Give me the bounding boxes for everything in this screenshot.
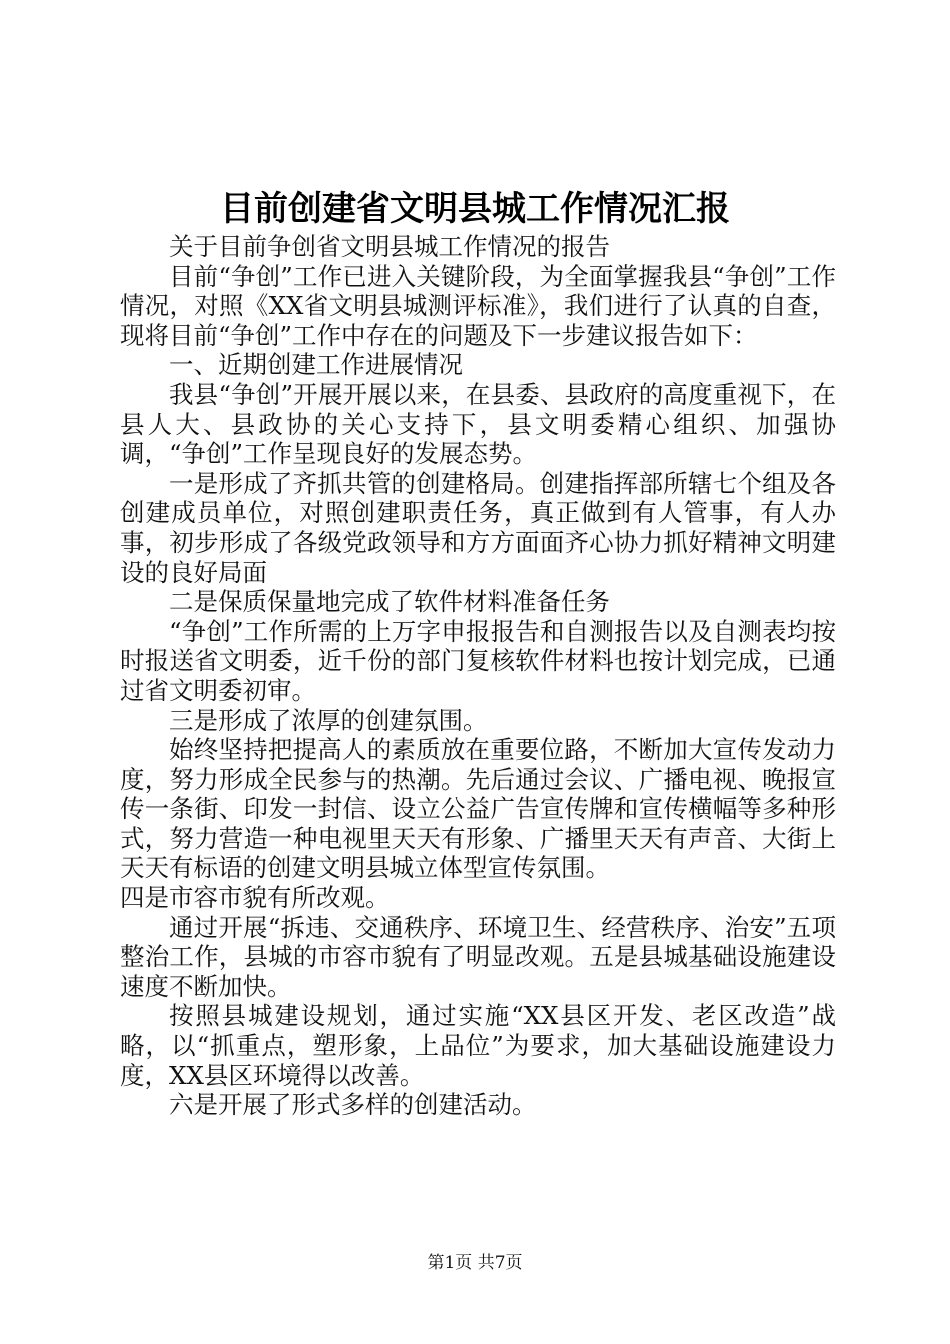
paragraph-point-four-detail: 通过开展“拆违、交通秩序、环境卫生、经营秩序、治安”五项整治工作，县城的市容市貌有了明显改观。五是县城基础设施建设速度不断加快。 xyxy=(120,912,836,1001)
paragraph-point-one: 一是形成了齐抓共管的创建格局。创建指挥部所辖七个组及各创建成员单位，对照创建职责任务，真正做到有人管事，有人办事，初步形成了各级党政领导和方方面面齐心协力抓好精神文明建设的良好局面 xyxy=(120,468,836,587)
section-heading-progress: 一、近期创建工作进展情况 xyxy=(169,350,463,380)
paragraph-point-three-detail: 始终坚持把提高人的素质放在重要位路，不断加大宣传发动力度，努力形成全民参与的热潮。先后通过会议、广播电视、晚报宣传一条街、印发一封信、设立公益广告宣传牌和宣传横幅等多种形式，努力营造一种电视里天天有形象、广播里天天有声音、大街上天天有标语的创建文明县城立体型宣传氛围。 xyxy=(120,735,836,883)
paragraph-point-two-detail: “争创”工作所需的上万字申报报告和自测报告以及自测表均按时报送省文明委，近千份的部门复核软件材料也按计划完成，已通过省文明委初审。 xyxy=(120,616,836,705)
paragraph-point-five-detail: 按照县城建设规划，通过实施“XX县区开发、老区改造”战略，以“抓重点，塑形象，上品位”为要求，加大基础设施建设力度，XX县区环境得以改善。 xyxy=(120,1001,836,1090)
paragraph-report-heading: 关于目前争创省文明县城工作情况的报告 xyxy=(169,232,610,261)
paragraph-point-four: 四是市容市貌有所改观。 xyxy=(120,883,390,913)
document-title: 目前创建省文明县城工作情况汇报 xyxy=(220,189,730,229)
document-body xyxy=(120,232,836,1120)
paragraph-intro: 目前“争创”工作已进入关键阶段，为全面掌握我县“争创”工作情况，对照《XX省文明县城测评标准》，我们进行了认真的自查，现将目前“争创”工作中存在的问题及下一步建议报告如下： xyxy=(120,261,836,350)
paragraph-point-six: 六是开展了形式多样的创建活动。 xyxy=(169,1090,537,1120)
paragraph-point-three: 三是形成了浓厚的创建氛围。 xyxy=(169,705,488,735)
paragraph-point-two: 二是保质保量地完成了软件材料准备任务 xyxy=(169,587,610,617)
paragraph-overview: 我县“争创”开展开展以来，在县委、县政府的高度重视下，在县人大、县政协的关心支持下，县文明委精心组织、加强协调，“争创”工作呈现良好的发展态势。 xyxy=(120,379,836,469)
page-footer: 第1页 共7页 xyxy=(427,1253,523,1273)
